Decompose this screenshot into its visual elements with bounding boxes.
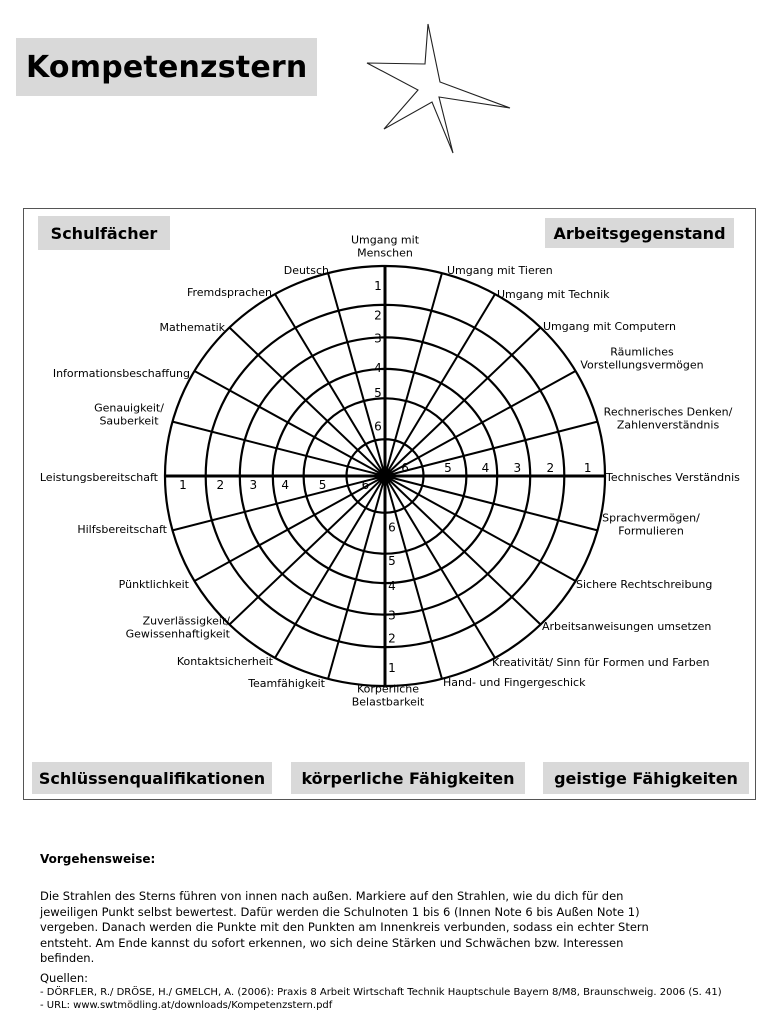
ray-label: Arbeitsanweisungen umsetzen (542, 620, 712, 633)
procedure-text: Die Strahlen des Sterns führen von innen nach außen. Markiere auf den Strahlen, wie du dich für den jeweiligen Punkt selbst bewertest. Dafür werden die Schulnoten 1 bis 6 (Innen Note 6 bis Außen Note 1) vergeben. Danach werden die Punkte mit den Punkten am Innenkreis verbunden, sodass ein echter Stern entsteht. Am Ende kannst du sofort erkennen, wo sich deine Stärken und Schwächen bzw. Interessen befinden. (40, 889, 649, 965)
category-arbeitsgegenstand: Arbeitsgegenstand (545, 218, 734, 248)
source-item: - URL: www.swtmödling.at/downloads/Kompetenzstern.pdf (40, 1000, 333, 1011)
grade-label: 3 (374, 331, 382, 346)
category-geistige-faehigkeiten: geistige Fähigkeiten (543, 762, 749, 794)
grade-label: 2 (216, 478, 225, 492)
ray-label: Informationsbeschaffung (52, 367, 190, 380)
grade-label: 2 (374, 308, 382, 323)
grade-label: 4 (281, 478, 290, 492)
ray-label: Kontaktsicherheit (176, 655, 273, 668)
category-schluesselqualifikationen: Schlüssenqualifikationen (32, 762, 272, 794)
ray-label: Genauigkeit/ Sauberkeit (94, 401, 164, 428)
ray-label: Hand- und Fingergeschick (443, 676, 586, 689)
grade-label: 4 (481, 461, 490, 475)
grade-label: 5 (444, 461, 452, 475)
grade-label: 1 (388, 661, 396, 676)
grade-label: 5 (388, 554, 396, 568)
ray-label: Räumliches Vorstellungsvermögen (580, 345, 704, 372)
sources-heading: Quellen: (40, 971, 89, 985)
ray-label: Technisches Verständnis (606, 471, 740, 484)
ray-label: Umgang mit Menschen (350, 233, 420, 260)
grade-label: 3 (388, 608, 396, 623)
ray-label: Körperliche Belastbarkeit (351, 682, 425, 709)
category-schulfaecher: Schulfächer (38, 216, 170, 250)
grade-label: 2 (388, 631, 396, 646)
ray-label: Fremdsprachen (186, 286, 272, 299)
page-title: Kompetenzstern (26, 49, 308, 85)
grade-label: 2 (546, 461, 555, 475)
ray-label: Zuverlässigkeit/ Gewissenhaftigkeit (125, 614, 230, 641)
grade-label: 1 (583, 461, 592, 475)
grade-label: 6 (388, 520, 396, 535)
ray-label: Hilfsbereitschaft (77, 523, 167, 536)
procedure-heading: Vorgehensweise: (40, 852, 156, 866)
ray-label: Umgang mit Technik (497, 288, 610, 301)
ray-label: Leistungsbereitschaft (39, 471, 158, 484)
grade-label: 6 (374, 419, 382, 434)
grade-label: 5 (318, 478, 327, 492)
category-koerperliche-faehigkeiten: körperliche Fähigkeiten (291, 762, 525, 794)
grade-label: 1 (374, 278, 382, 293)
ray-label: Umgang mit Computern (543, 320, 676, 333)
ray-label: Kreativität/ Sinn für Formen und Farben (492, 656, 710, 669)
ray-label: Sichere Rechtschreibung (576, 578, 713, 591)
source-item: - DÖRFLER, R./ DRÖSE, H./ GMELCH, A. (2006): Praxis 8 Arbeit Wirtschaft Technik Hauptschule Bayern 8/M8, Braunschweig. 2006 (S. 41) (40, 987, 722, 998)
ray-label: Umgang mit Tieren (447, 264, 553, 277)
ray-label: Teamfähigkeit (248, 677, 325, 690)
grade-label: 5 (374, 386, 382, 400)
grade-label: 1 (179, 478, 187, 492)
ray-label: Mathematik (159, 321, 225, 334)
grade-label: 4 (388, 579, 396, 594)
ray-label: Rechnerisches Denken/ Zahlenverständnis (603, 405, 733, 432)
ray-label: Deutsch (283, 264, 329, 277)
ray-label: Sprachvermögen/ Formulieren (602, 511, 700, 538)
grade-label: 3 (513, 461, 522, 475)
wheel-hub (377, 468, 393, 484)
grade-label: 4 (374, 360, 382, 375)
grade-label: 3 (249, 478, 258, 492)
grade-label: 6 (361, 478, 370, 492)
grade-label: 6 (401, 461, 409, 475)
ray-label: Pünktlichkeit (118, 578, 189, 591)
